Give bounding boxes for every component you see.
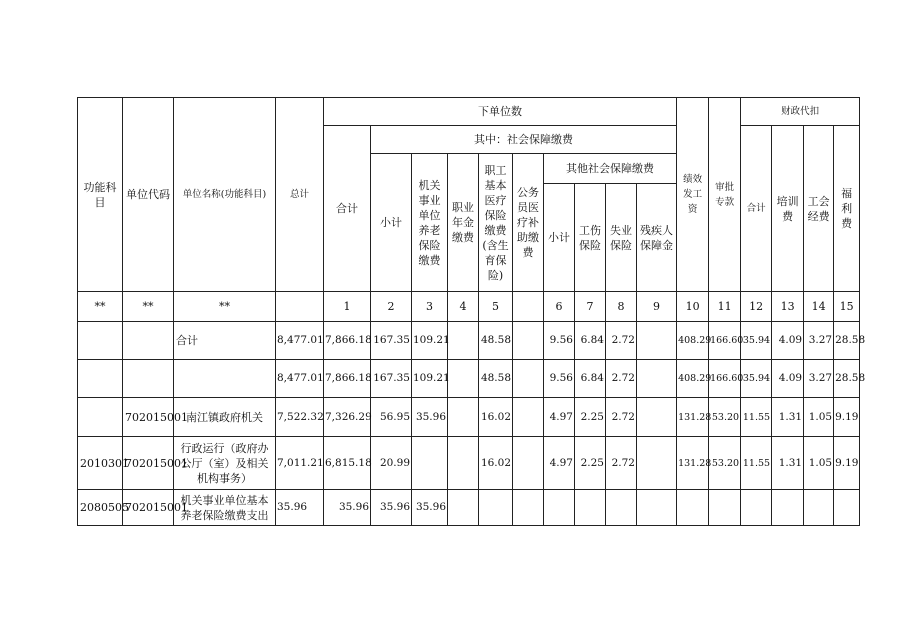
- table-cell: 166.60: [709, 360, 741, 398]
- table-cell: 109.21: [412, 322, 448, 360]
- table-cell: [123, 322, 174, 360]
- table-cell: 35.96: [276, 490, 324, 526]
- table-cell: 6.84: [575, 360, 606, 398]
- table-cell: [448, 437, 479, 490]
- index-cell: 2: [371, 292, 412, 322]
- table-cell: 2.25: [575, 398, 606, 437]
- table-cell: 6,815.18: [324, 437, 371, 490]
- table-cell: 7,326.29: [324, 398, 371, 437]
- table-cell: [637, 490, 677, 526]
- table-cell: [834, 490, 860, 526]
- table-cell: [448, 322, 479, 360]
- header-lower-unit: 下单位数: [324, 98, 677, 126]
- table-cell: 408.29: [677, 360, 709, 398]
- table-cell: 1.31: [772, 398, 804, 437]
- table-cell: 7,866.18: [324, 360, 371, 398]
- table-cell: 167.35: [371, 360, 412, 398]
- header-subtotal: 小计: [371, 154, 412, 292]
- table-cell: 7,522.32: [276, 398, 324, 437]
- index-cell: 11: [709, 292, 741, 322]
- table-cell: 机关事业单位基本养老保险缴费支出: [174, 490, 276, 526]
- table-cell: 7,011.21: [276, 437, 324, 490]
- table-cell: 20.99: [371, 437, 412, 490]
- table-cell: 8,477.01: [276, 322, 324, 360]
- table-cell: 6.84: [575, 322, 606, 360]
- index-cell: 7: [575, 292, 606, 322]
- table-cell: 53.20: [709, 437, 741, 490]
- table-row: [78, 360, 860, 398]
- table-cell: [513, 490, 544, 526]
- table-cell: 48.58: [479, 322, 513, 360]
- index-cell: **: [123, 292, 174, 322]
- header-pension: 机关事业单位养老保险缴费: [412, 154, 448, 292]
- index-cell: 9: [637, 292, 677, 322]
- header-union: 工会经费: [804, 126, 834, 292]
- table-cell: 16.02: [479, 398, 513, 437]
- table-cell: 4.09: [772, 360, 804, 398]
- table-cell: 109.21: [412, 360, 448, 398]
- table-cell: 9.19: [834, 398, 860, 437]
- table-cell: [637, 322, 677, 360]
- index-cell: 4: [448, 292, 479, 322]
- index-cell: 3: [412, 292, 448, 322]
- table-cell: [606, 490, 637, 526]
- table-cell: [174, 360, 276, 398]
- table-cell: 702015001: [123, 398, 174, 437]
- table-cell: 9.56: [544, 360, 575, 398]
- table-cell: [78, 398, 123, 437]
- table-cell: [513, 322, 544, 360]
- table-cell: [772, 490, 804, 526]
- header-total: 总计: [276, 98, 324, 292]
- table-cell: 2.72: [606, 360, 637, 398]
- table-cell: 2080505: [78, 490, 123, 526]
- table-cell: 16.02: [479, 437, 513, 490]
- table-cell: 35.96: [324, 490, 371, 526]
- table-cell: 7,866.18: [324, 322, 371, 360]
- table-cell: 11.55: [741, 437, 772, 490]
- table-cell: 合计: [174, 322, 276, 360]
- table-cell: [637, 360, 677, 398]
- table-cell: 408.29: [677, 322, 709, 360]
- table-cell: 2010301: [78, 437, 123, 490]
- table-cell: [448, 398, 479, 437]
- index-cell: 5: [479, 292, 513, 322]
- table-cell: 11.55: [741, 398, 772, 437]
- table-cell: [677, 490, 709, 526]
- header-medical: 职工基本医疗保险缴费(含生育保险): [479, 154, 513, 292]
- table-cell: 9.19: [834, 437, 860, 490]
- table-cell: 4.09: [772, 322, 804, 360]
- table-cell: 35.94: [741, 360, 772, 398]
- table-cell: 35.96: [412, 490, 448, 526]
- table-cell: [544, 490, 575, 526]
- index-cell: [513, 292, 544, 322]
- table-cell: [637, 437, 677, 490]
- table-cell: 2.72: [606, 437, 637, 490]
- header-func-subject: 功能科目: [78, 98, 123, 292]
- table-cell: 28.58: [834, 322, 860, 360]
- table-cell: [637, 398, 677, 437]
- header-sum: 合计: [324, 126, 371, 292]
- table-cell: 53.20: [709, 398, 741, 437]
- table-cell: [123, 360, 174, 398]
- table-cell: 167.35: [371, 322, 412, 360]
- table-cell: [575, 490, 606, 526]
- table-cell: 2.25: [575, 437, 606, 490]
- table-cell: [78, 322, 123, 360]
- table-cell: 131.28: [677, 437, 709, 490]
- table-cell: 3.27: [804, 322, 834, 360]
- table-cell: 1.31: [772, 437, 804, 490]
- table-cell: [741, 490, 772, 526]
- index-row: [78, 292, 860, 322]
- index-cell: [276, 292, 324, 322]
- index-cell: 1: [324, 292, 371, 322]
- table-cell: 行政运行（政府办公厅（室）及相关机构事务）: [174, 437, 276, 490]
- table-cell: [412, 437, 448, 490]
- table-cell: [78, 360, 123, 398]
- index-cell: 6: [544, 292, 575, 322]
- table-cell: 3.27: [804, 360, 834, 398]
- header-other-subtotal: 小计: [544, 184, 575, 292]
- table-cell: [709, 490, 741, 526]
- table-cell: 702015001: [123, 490, 174, 526]
- table-cell: 1.05: [804, 398, 834, 437]
- table-cell: [513, 360, 544, 398]
- index-cell: 13: [772, 292, 804, 322]
- table-cell: 4.97: [544, 398, 575, 437]
- table-cell: 1.05: [804, 437, 834, 490]
- table-cell: 8,477.01: [276, 360, 324, 398]
- header-unemployment: 失业保险: [606, 184, 637, 292]
- header-disabled: 残疾人保障金: [637, 184, 677, 292]
- table-cell: [448, 490, 479, 526]
- budget-table: [77, 97, 866, 526]
- index-cell: **: [78, 292, 123, 322]
- index-cell: 14: [804, 292, 834, 322]
- table-cell: 48.58: [479, 360, 513, 398]
- table-cell: [513, 398, 544, 437]
- table-cell: [448, 360, 479, 398]
- table-cell: 2.72: [606, 322, 637, 360]
- header-unit-code: 单位代码: [123, 98, 174, 292]
- header-finance: 财政代扣: [741, 98, 860, 126]
- header-other-social: 其他社会保障缴费: [544, 154, 677, 184]
- table-cell: 56.95: [371, 398, 412, 437]
- table-row: [78, 490, 860, 526]
- table-cell: 35.96: [412, 398, 448, 437]
- header-social-security: 其中：社会保障缴费: [371, 126, 677, 154]
- header-injury: 工伤保险: [575, 184, 606, 292]
- table-cell: 35.94: [741, 322, 772, 360]
- table-cell: 702015001: [123, 437, 174, 490]
- index-cell: **: [174, 292, 276, 322]
- header-approval: 审批专款: [709, 98, 741, 292]
- index-cell: 8: [606, 292, 637, 322]
- table-row: [78, 437, 860, 490]
- header-annuity: 职业年金缴费: [448, 154, 479, 292]
- table-cell: 4.97: [544, 437, 575, 490]
- table-cell: [804, 490, 834, 526]
- table-cell: 2.72: [606, 398, 637, 437]
- table-cell: [479, 490, 513, 526]
- table-cell: 9.56: [544, 322, 575, 360]
- table-cell: 南江镇政府机关: [174, 398, 276, 437]
- header-fin-sum: 合计: [741, 126, 772, 292]
- header-training: 培训费: [772, 126, 804, 292]
- table-cell: 28.58: [834, 360, 860, 398]
- table-row: [78, 322, 860, 360]
- index-cell: 15: [834, 292, 860, 322]
- header-welfare: 福利费: [834, 126, 860, 292]
- header-performance: 绩效发工资: [677, 98, 709, 292]
- table-row: [78, 398, 860, 437]
- header-unit-name: 单位名称(功能科目): [174, 98, 276, 292]
- table-cell: 166.60: [709, 322, 741, 360]
- table-cell: [513, 437, 544, 490]
- table-cell: 35.96: [371, 490, 412, 526]
- header-civil-medical: 公务员医疗补助缴费: [513, 154, 544, 292]
- index-cell: 12: [741, 292, 772, 322]
- table-cell: 131.28: [677, 398, 709, 437]
- index-cell: 10: [677, 292, 709, 322]
